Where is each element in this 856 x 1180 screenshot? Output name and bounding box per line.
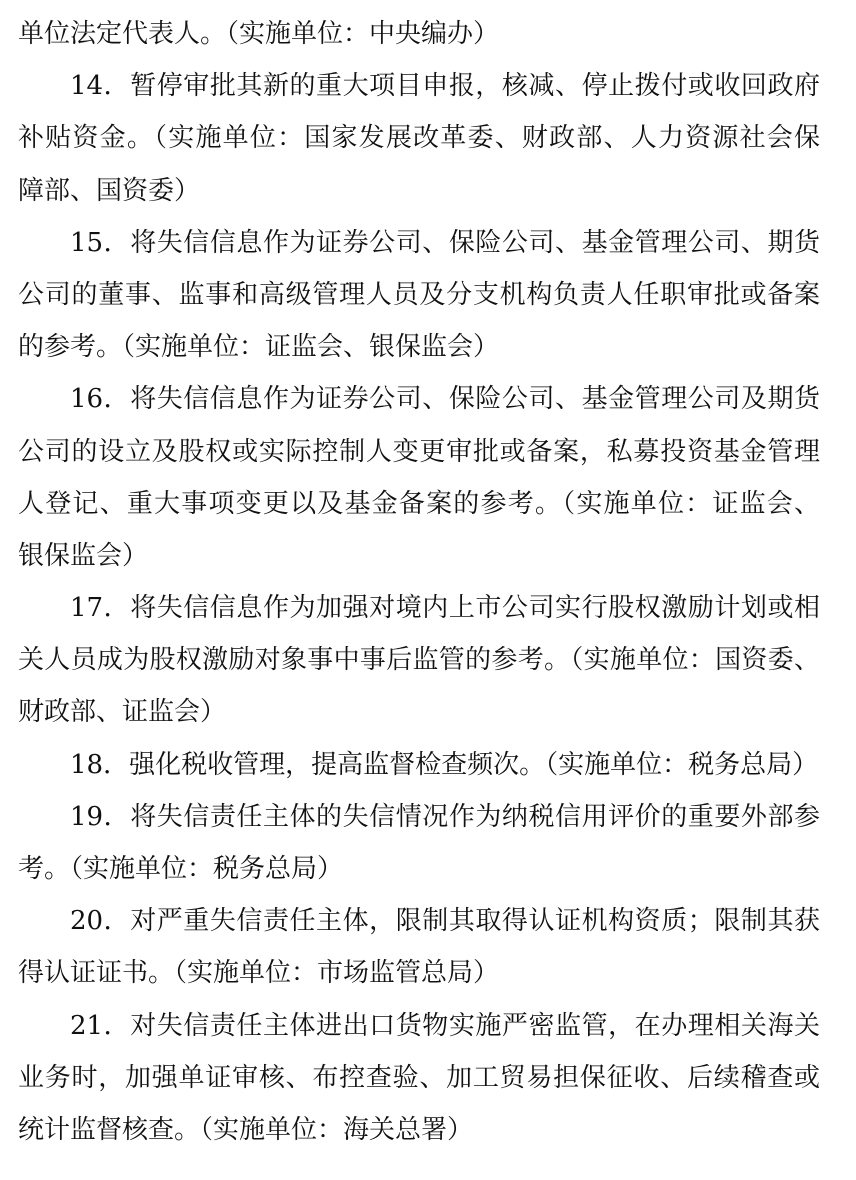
item-20-line-2: 得认证证书。（实施单位：市场监管总局）	[18, 958, 500, 989]
item-21-line-2: 业务时，加强单证审核、布控查验、加工贸易担保征收、后续稽查或	[18, 1062, 820, 1093]
item-16-line-1: 16．将失信信息作为证券公司、保险公司、基金管理公司及期货	[70, 384, 820, 415]
item-19-line-2: 考。（实施单位：税务总局）	[18, 854, 344, 884]
item-14-line-1: 14．暂停审批其新的重大项目申报，核减、停止拨付或收回政府	[70, 71, 820, 102]
item-21-line-3: 统计监督核查。（实施单位：海关总署）	[18, 1114, 474, 1145]
item-20-line-1: 20．对严重失信责任主体，限制其取得认证机构资质；限制其获	[70, 906, 820, 937]
item-17-line-2: 关人员成为股权激励对象事中事后监管的参考。（实施单位：国资委、	[18, 645, 820, 676]
item-16-line-2: 公司的设立及股权或实际控制人变更审批或备案，私募投资基金管理	[18, 436, 820, 467]
item-21-line-1: 21．对失信责任主体进出口货物实施严密监管，在办理相关海关	[70, 1010, 820, 1041]
item-19-line-1: 19．将失信责任主体的失信情况作为纳税信用评价的重要外部参	[70, 801, 820, 832]
item-16-line-4: 银保监会）	[18, 540, 149, 571]
item-16-line-3: 人登记、重大事项变更以及基金备案的参考。（实施单位：证监会、	[18, 488, 820, 519]
item-17-line-1: 17．将失信信息作为加强对境内上市公司实行股权激励计划或相	[70, 593, 820, 624]
item-18-line-1: 18．强化税收管理，提高监督检查频次。（实施单位：税务总局）	[70, 749, 819, 780]
item-15-line-3: 的参考。（实施单位：证监会、银保监会）	[18, 332, 500, 363]
item-14-line-3: 障部、国资委）	[18, 175, 201, 206]
item-14-line-2: 补贴资金。（实施单位：国家发展改革委、财政部、人力资源社会保	[18, 123, 820, 154]
item-15-line-2: 公司的董事、监事和高级管理人员及分支机构负责人任职审批或备案	[18, 279, 820, 310]
item-17-line-3: 财政部、证监会）	[18, 697, 227, 728]
document-body	[18, 8, 820, 1156]
text-line-1: 单位法定代表人。（实施单位：中央编办）	[18, 19, 500, 49]
item-15-line-1: 15．将失信信息作为证券公司、保险公司、基金管理公司、期货	[70, 227, 820, 258]
